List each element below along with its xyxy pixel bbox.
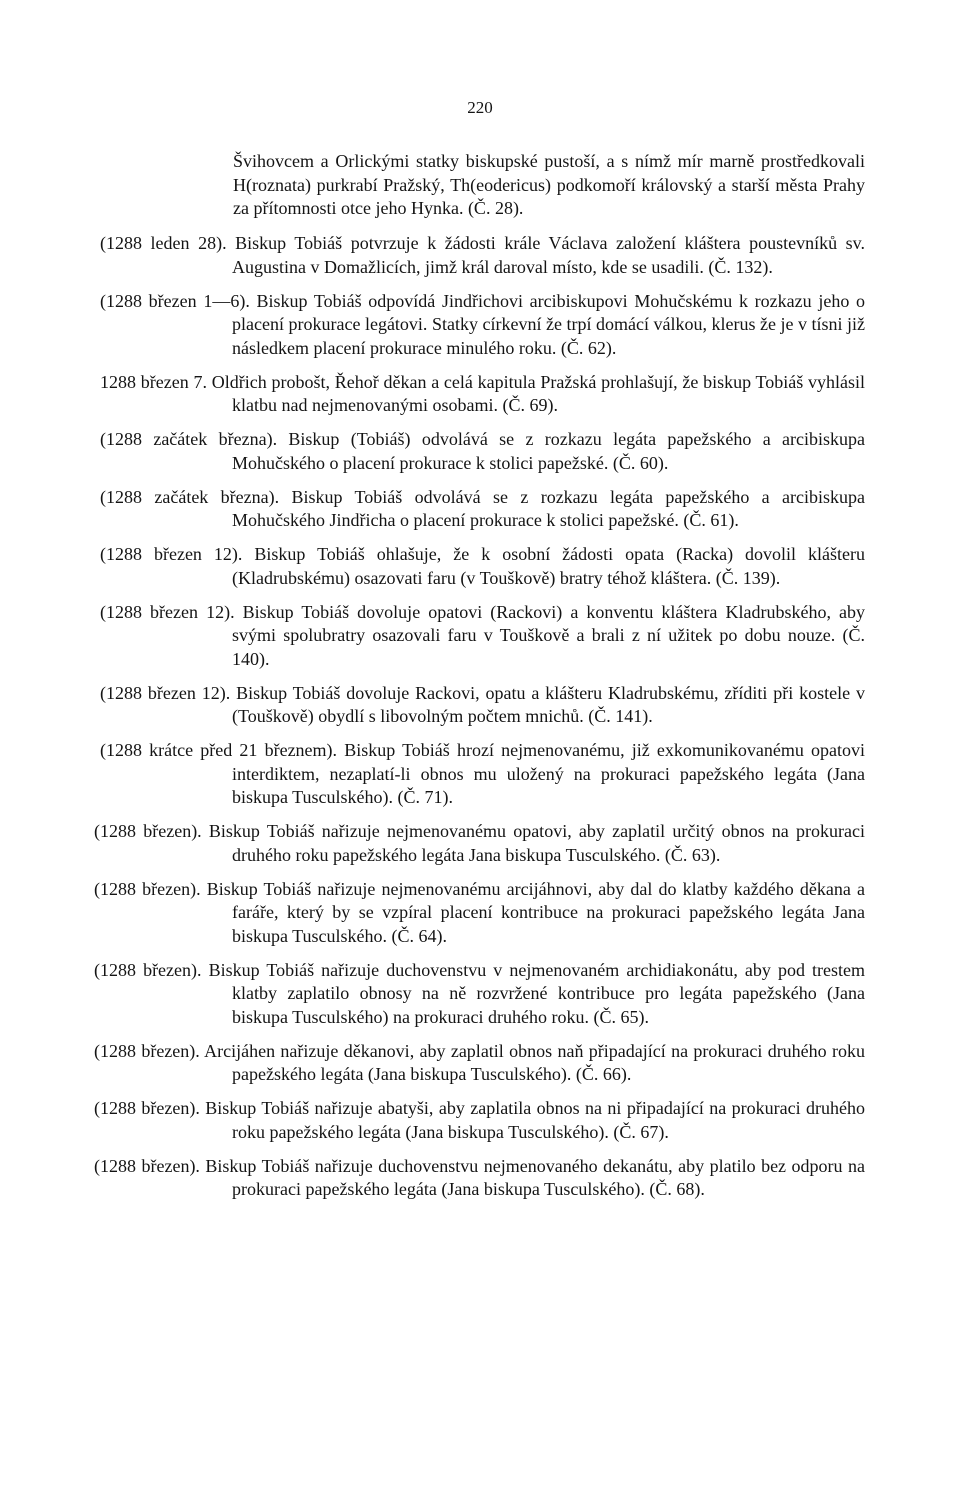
list-item: [94, 1040, 865, 1087]
entry-text: Biskup Tobiáš hrozí nejmenovanému, již exkomunikovanému opatovi interdiktem, nezaplatí-li obnos mu uložený na prokuraci papežského legáta (Jana biskupa Tusculského). (Č. 71).: [232, 740, 865, 807]
entry-text: Biskup Tobiáš nařizuje nejmenovanému arcijáhnovi, aby dal do klatby každého děkana a faráře, který by se vzpíral placení kontribuce na prokuraci papežského legáta Jana biskupa Tusculského. (Č. 64).: [206, 878, 865, 946]
entry-date: (1288 březen 12).: [100, 601, 235, 622]
list-item: [100, 232, 865, 279]
list-item: [100, 428, 865, 475]
entry-text: Biskup Tobiáš nařizuje abatyši, aby zaplatila obnos na ni připadající na prokuraci druhého roku papežského legáta (Jana biskupa Tusculského). (Č. 67).: [205, 1098, 865, 1142]
entry-date: (1288 březen).: [94, 1155, 200, 1176]
list-item: [100, 486, 865, 533]
entry-date: (1288 březen 12).: [100, 682, 231, 703]
list-item: [94, 820, 865, 867]
entry-text: Biskup Tobiáš nařizuje duchovenstvu v nejmenovaném archidiakonátu, aby pod trestem klatby zaplatilo obnosy na ně rozvržené kontribuce pro legáta papežského (Jana biskupa Tusculského) na prokuraci druhého roku. (Č. 65).: [208, 959, 866, 1027]
entry-text: Biskup Tobiáš dovoluje opatovi (Rackovi) a konventu kláštera Kladrubského, aby svými spolubratry osazovali faru v Touškově a brali z ní užitek po dobu nouze. (Č. 140).: [232, 601, 865, 669]
entry-text: Biskup Tobiáš potvrzuje k žádosti krále Václava založení kláštera poustevníků sv. Augustina v Domažlicích, jimž král daroval místo, kde se usadili. (Č. 132).: [232, 233, 866, 277]
entry-date: (1288 březen 12).: [100, 544, 243, 564]
list-item: [94, 878, 865, 949]
entry-text: Biskup Tobiáš odpovídá Jindřichovi arcibiskupovi Mohučskému k rozkazu jeho o placení prokurace legátovi. Statky církevní že trpí domácí válkou, klerus že je v tísni již následkem placení prokurace minulého roku. (Č. 62).: [232, 290, 866, 358]
list-item: [100, 601, 865, 672]
list-item: [100, 290, 865, 361]
list-item: [100, 682, 865, 729]
list-item: [100, 371, 865, 418]
intro-paragraph: Švihovcem a Orlickými statky biskupské pustoší, a s nímž mír marně prostředkovali H(roznata) purkrabí Pražský, Th(eodericus) podkomoří královský a starší města Prahy za přítomnosti otce jeho Hynka. (Č. 28).: [233, 151, 865, 218]
list-item: [94, 959, 865, 1030]
list-item: [100, 543, 865, 590]
entry-text: Biskup Tobiáš nařizuje nejmenovanému opatovi, aby zaplatil určitý obnos na prokuraci druhého roku papežského legáta Jana biskupa Tusculského. (Č. 63).: [208, 821, 865, 865]
entry-date: (1288 březen).: [94, 1098, 200, 1118]
entry-text: Biskup (Tobiáš) odvolává se z rozkazu legáta papežského a arcibiskupa Mohučského o placení prokurace k stolici papežské. (Č. 60).: [232, 429, 865, 473]
entry-date: 1288 březen 7.: [100, 371, 207, 392]
entry-date: (1288 březen).: [94, 959, 202, 980]
entry-date: (1288 začátek března).: [100, 429, 278, 449]
entry-date: (1288 březen 1—6).: [100, 290, 250, 311]
entry-text: Arcijáhen nařizuje děkanovi, aby zaplatil obnos naň připadající na prokuraci druhého roku papežského legáta (Jana biskupa Tusculského). (Č. 66).: [204, 1040, 865, 1084]
entry-date: (1288 březen).: [94, 1040, 200, 1061]
entry-text: Oldřich probošt, Řehoř děkan a celá kapitula Pražská prohlašují, že biskup Tobiáš vyhlásil klatbu nad nejmenovanými osobami. (Č. 69).: [211, 371, 866, 415]
entry-date: (1288 leden 28).: [100, 233, 227, 253]
page-number: 220: [467, 98, 493, 117]
entry-date: (1288 krátce před 21 březnem).: [100, 740, 338, 760]
entry-text: Biskup Tobiáš dovoluje Rackovi, opatu a klášteru Kladrubskému, zříditi při kostele v (Touškově) obydlí s libovolným počtem mnichů. (Č. 141).: [232, 682, 865, 726]
list-item: [94, 1097, 865, 1144]
list-item: [94, 1155, 865, 1202]
entry-text: Biskup Tobiáš nařizuje duchovenstvu nejmenovaného dekanátu, aby platilo bez odporu na prokuraci papežského legáta (Jana biskupa Tusculského). (Č. 68).: [205, 1155, 865, 1199]
entry-list: [0, 232, 960, 1212]
list-item: [100, 739, 865, 810]
entry-date: (1288 začátek března).: [100, 486, 280, 507]
entry-date: (1288 březen).: [94, 821, 202, 841]
entry-text: Biskup Tobiáš odvolává se z rozkazu legáta papežského a arcibiskupa Mohučského Jindřicha o placení prokurace k stolici papežské. (Č. 61).: [232, 486, 866, 530]
entry-date: (1288 březen).: [94, 878, 201, 899]
entry-text: Biskup Tobiáš ohlašuje, že k osobní žádosti opata (Racka) dovolil klášteru (Kladrubskému) osazovati faru (v Touškově) bratry téhož kláštera. (Č. 139).: [232, 544, 866, 588]
